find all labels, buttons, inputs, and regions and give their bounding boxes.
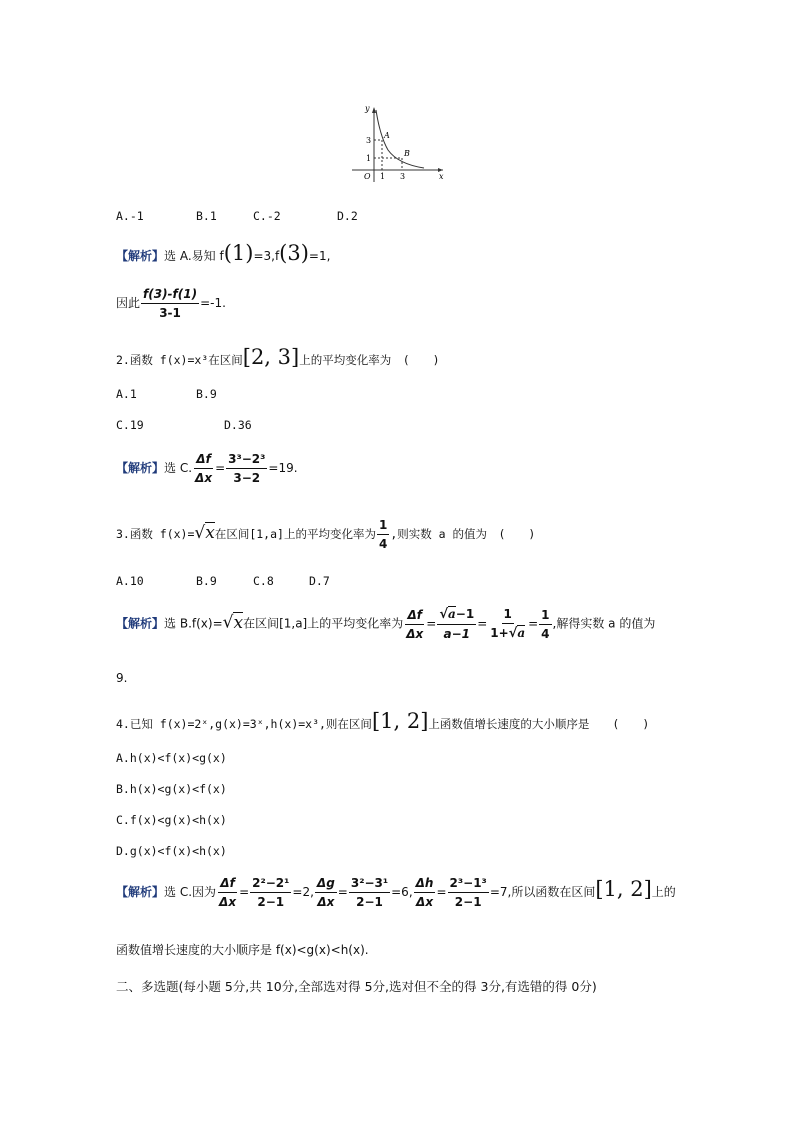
q2-option-d: D.36 — [224, 418, 252, 432]
section-2-heading: 二、多选题(每小题 5分,共 10分,全部选对得 5分,选对但不全的得 3分,有选错的得 0分) — [116, 979, 597, 994]
fraction: $\frac{\text{2²−2¹}}{2-1}$ — [252, 876, 290, 909]
solution-2: 【解析】选 C. $\frac{\Delta f}{\Delta x}$ = $\frac{\text{3³−2³}}{3-2}$ =19. — [116, 452, 298, 485]
q3-option-a: A.10 — [116, 574, 144, 588]
x-axis-label: x — [439, 172, 444, 181]
solution-tag: 【解析】 — [116, 461, 165, 475]
fraction: $\frac{1}{4}$ — [378, 518, 388, 551]
question-3-stem: 3.函数 f(x)=√x在区间[1,a]上的平均变化率为 $\frac{1}{4}$ ,则实数 a 的值为 ( ) — [116, 518, 536, 551]
q2-option-b: B.9 — [196, 387, 217, 401]
origin-label: O — [364, 172, 371, 181]
solution-1-line-1: 【解析】选 A.易知 f(1)=3,f(3)=1, — [116, 241, 331, 265]
q3-option-b: B.9 — [196, 574, 217, 588]
point-b-label: B — [404, 149, 410, 158]
y-tick-3: 3 — [366, 136, 372, 145]
x-tick-3: 3 — [400, 172, 406, 181]
fraction: $\frac{\Delta f}{\Delta x}$ — [219, 876, 237, 909]
fraction: $\frac{f(3)-f(1)}{3-1}$ — [143, 287, 198, 320]
solution-3-line-1: 【解析】选 B.f(x)=√x在区间[1,a]上的平均变化率为 $\frac{\Delta f}{\Delta x}$ = $\frac{√a-1}{a-1}$ = $\frac{1}{1+√a}$ = $\frac{1}{4}$ ,解得实数 a 的值为 — [116, 607, 656, 641]
point-a-label: A — [384, 131, 390, 140]
q3-option-d: D.7 — [309, 574, 330, 588]
x-tick-1: 1 — [380, 172, 386, 181]
q4-option-b: B.h(x)<g(x)<f(x) — [116, 782, 227, 796]
fraction: $\frac{\text{3²−3¹}}{2-1}$ — [350, 876, 389, 909]
fraction: $\frac{\Delta g}{\Delta x}$ — [316, 876, 335, 909]
question-2-stem: 2.函数 f(x)=x³在区间[2, 3]上的平均变化率为 ( ) — [116, 345, 440, 369]
solution-4-line-1: 【解析】选 C.因为 $\frac{\Delta f}{\Delta x}$ = $\frac{\text{2²−2¹}}{2-1}$ =2, $\frac{\Delta g}{\Delta x}$ = $\frac{\text{3²−3¹}}{2-1}$ =6, $\frac{\Delta h}{\Delta x}$ = $\frac{\text{2³−1³}}{2-1}$ =7,所以函数在区间[1, 2]上的 — [116, 876, 676, 909]
q4-option-d: D.g(x)<f(x)<h(x) — [116, 844, 227, 858]
fraction: $\frac{\text{3³−2³}}{3-2}$ — [228, 452, 266, 485]
fraction: $\frac{1}{4}$ — [541, 607, 550, 641]
fraction: $\frac{\Delta f}{\Delta x}$ — [406, 607, 424, 641]
function-graph — [348, 102, 448, 184]
q2-option-a: A.1 — [116, 387, 137, 401]
q1-option-c: C.-2 — [253, 209, 281, 223]
q1-option-d: D.2 — [337, 209, 358, 223]
y-tick-1: 1 — [366, 154, 372, 163]
solution-4-line-2: 函数值增长速度的大小顺序是 f(x)<g(x)<h(x). — [116, 943, 369, 957]
fraction: $\frac{\Delta h}{\Delta x}$ — [415, 876, 434, 909]
solution-tag: 【解析】 — [116, 616, 165, 631]
q4-option-c: C.f(x)<g(x)<h(x) — [116, 813, 227, 827]
y-axis-label: y — [365, 104, 370, 113]
question-4-stem: 4.已知 f(x)=2ˣ,g(x)=3ˣ,h(x)=x³,则在区间[1, 2]上函数值增长速度的大小顺序是 ( ) — [116, 709, 650, 733]
q2-option-c: C.19 — [116, 418, 144, 432]
solution-1-line-2: 因此 $\frac{f(3)-f(1)}{3-1}$ =-1. — [116, 287, 226, 320]
fraction: $\frac{\text{2³−1³}}{2-1}$ — [449, 876, 487, 909]
q3-option-c: C.8 — [253, 574, 274, 588]
solution-tag: 【解析】 — [116, 885, 165, 899]
fraction: $\frac{√a-1}{a-1}$ — [439, 607, 475, 641]
fraction: $\frac{1}{1+√a}$ — [490, 607, 526, 641]
q1-option-a: A.-1 — [116, 209, 144, 223]
q4-option-a: A.h(x)<f(x)<g(x) — [116, 751, 227, 765]
fraction: $\frac{\Delta f}{\Delta x}$ — [195, 452, 213, 485]
solution-tag: 【解析】 — [116, 249, 165, 263]
solution-3-line-2: 9. — [116, 671, 128, 685]
q1-option-b: B.1 — [196, 209, 217, 223]
